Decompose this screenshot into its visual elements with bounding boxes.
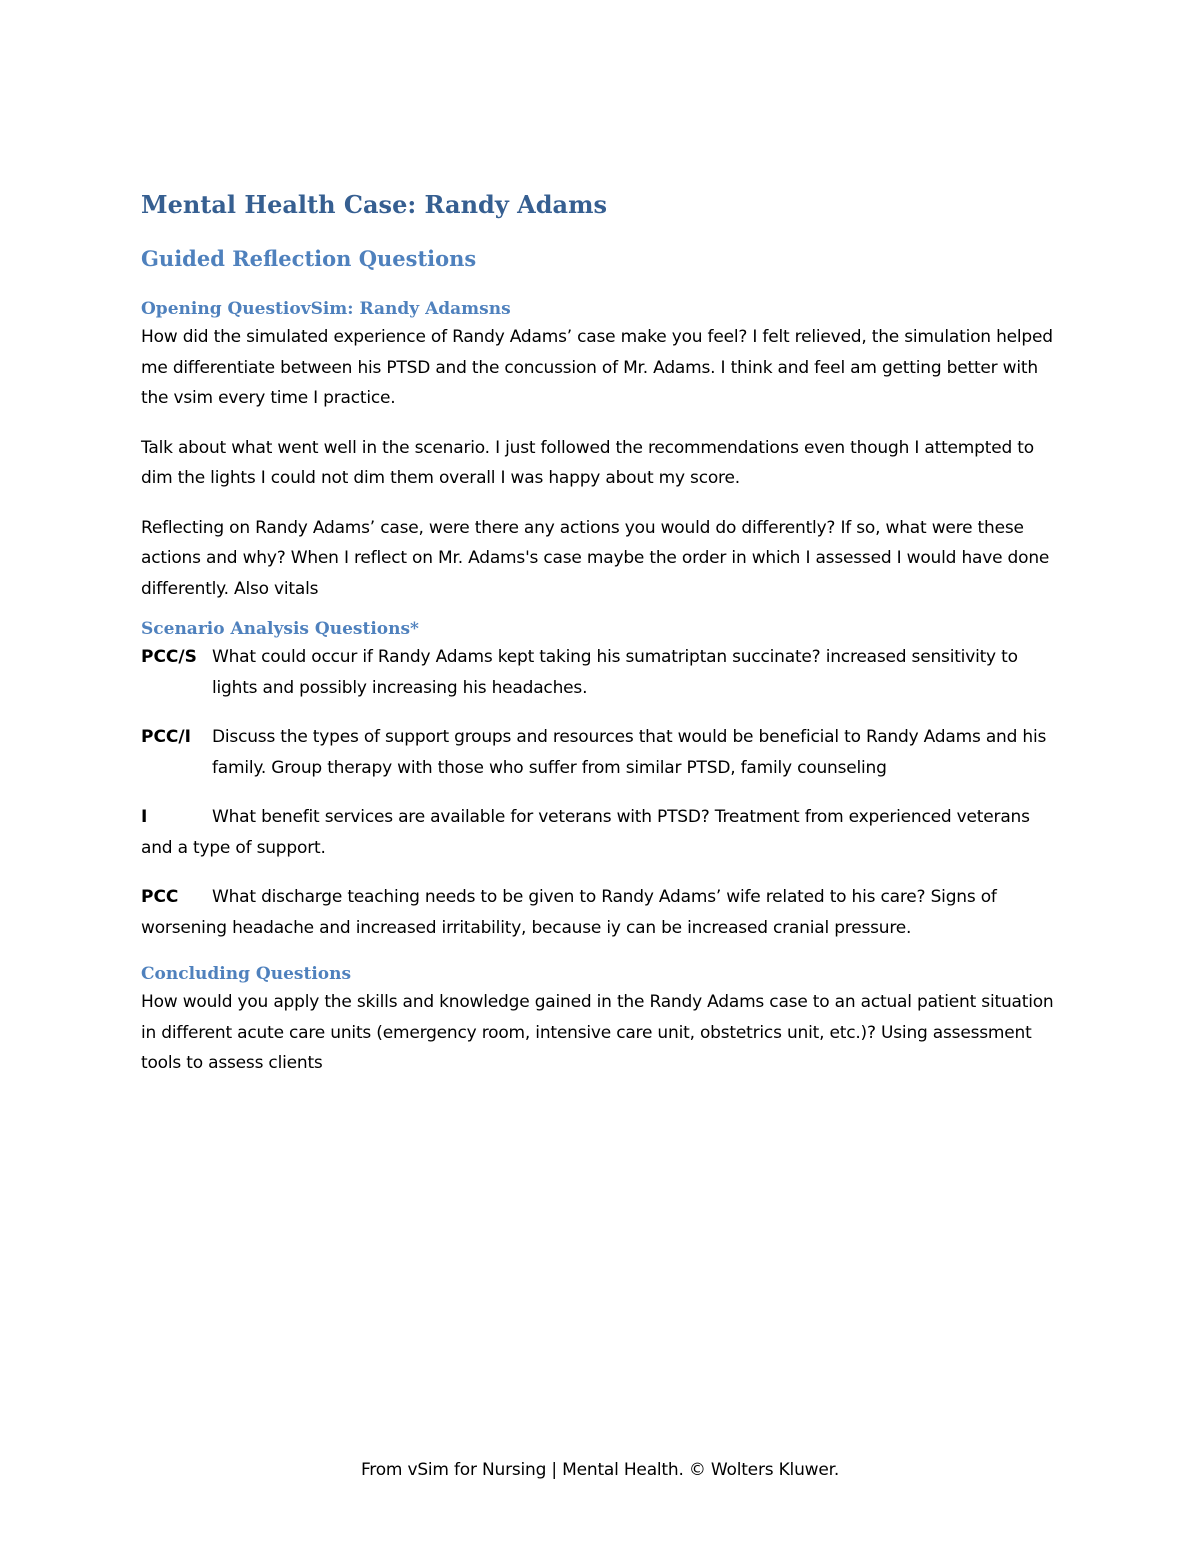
document-title: Mental Health Case: Randy Adams	[141, 190, 607, 219]
concluding-answer: How would you apply the skills and knowledge gained in the Randy Adams case to an actual patient situation in different acute care units (emergency room, intensive care unit, obstetrics unit, etc.)? Using assessment tools to assess clients	[141, 992, 1054, 1073]
scenario-question-support-groups	[141, 722, 1056, 783]
document-subtitle: Guided Reflection Questions	[141, 246, 477, 271]
opening-answer-differently: Reflecting on Randy Adams’ case, were there any actions you would do differently? If so, what were these actions and why? When I reflect on Mr. Adams's case maybe the order in which I assessed I would have done differently. Also vitals	[141, 517, 1050, 599]
opening-answer-went-well: Talk about what went well in the scenario. I just followed the recommendations even though I attempted to dim the lights I could not dim them overall I was happy about my score.	[141, 437, 1034, 488]
scenario-analysis-heading: Scenario Analysis Questions*	[141, 619, 419, 639]
document-body	[141, 188, 1056, 1079]
scenario-question-benefit-services	[141, 802, 1056, 863]
question-answer-text: What benefit services are available for veterans with PTSD? Treatment from experienced veterans and a type of support.	[141, 807, 1030, 858]
concluding-questions-heading: Concluding Questions	[141, 964, 352, 984]
scenario-question-discharge-teaching	[141, 882, 1056, 943]
opening-questions-heading: Opening QuestiovSim: Randy Adamsns	[141, 299, 511, 319]
question-answer-text: What discharge teaching needs to be given to Randy Adams’ wife related to his care? Signs of worsening headache and increased irritability, because iy can be increased cranial pressure.	[141, 887, 997, 938]
question-category-code: I	[141, 807, 148, 827]
question-category-code: PCC/S	[141, 647, 197, 667]
scenario-question-sumatriptan	[141, 642, 1056, 703]
question-answer-text: Discuss the types of support groups and resources that would be beneficial to Randy Adams and his family. Group therapy with those who suffer from similar PTSD, family counseling	[212, 727, 1047, 778]
question-answer-text: What could occur if Randy Adams kept taking his sumatriptan succinate? increased sensitivity to lights and possibly increasing his headaches.	[212, 647, 1018, 698]
opening-answer-feelings: How did the simulated experience of Randy Adams’ case make you feel? I felt relieved, the simulation helped me differentiate between his PTSD and the concussion of Mr. Adams. I think and feel am getting better with the vsim every time I practice.	[141, 327, 1053, 408]
question-category-code: PCC/I	[141, 727, 191, 747]
page-footer: From vSim for Nursing | Mental Health. © Wolters Kluwer.	[360, 1460, 840, 1480]
question-category-code: PCC	[141, 887, 179, 907]
